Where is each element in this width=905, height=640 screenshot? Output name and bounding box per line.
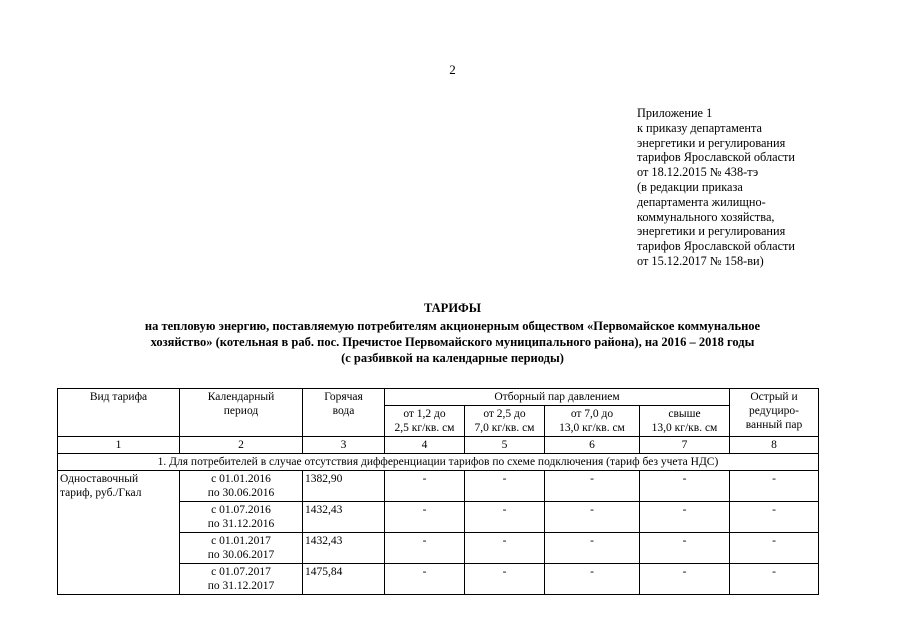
- tariff-kind-cell: Одноставочный тариф, руб./Гкал: [58, 471, 180, 595]
- sharp-steam-value: -: [730, 502, 819, 533]
- steam-4-value: -: [640, 471, 730, 502]
- steam-2-value: -: [465, 502, 545, 533]
- appendix-block: [637, 106, 795, 269]
- column-number: 3: [303, 437, 385, 454]
- header-period: Календарный период: [180, 389, 303, 437]
- sharp-steam-value: -: [730, 533, 819, 564]
- steam-1-value: -: [385, 533, 465, 564]
- appendix-line: (в редакции приказа: [637, 179, 743, 194]
- steam-3-value: -: [545, 502, 640, 533]
- hot-water-value: 1432,43: [303, 502, 385, 533]
- header-steam-2: от 2,5 до 7,0 кг/кв. см: [465, 406, 545, 437]
- header-row: [58, 389, 819, 406]
- appendix-line: от 18.12.2015 № 438-тэ: [637, 165, 759, 180]
- steam-2-value: -: [465, 564, 545, 595]
- steam-4-value: -: [640, 533, 730, 564]
- header-kind: Вид тарифа: [58, 389, 180, 437]
- steam-1-value: -: [385, 502, 465, 533]
- steam-3-value: -: [545, 471, 640, 502]
- period-cell: с 01.07.2017 по 31.12.2017: [180, 564, 303, 595]
- steam-1-value: -: [385, 564, 465, 595]
- column-number: 6: [545, 437, 640, 454]
- hot-water-value: 1382,90: [303, 471, 385, 502]
- header-hot-water: Горячая вода: [303, 389, 385, 437]
- header-sharp-steam: Острый и редуциро- ванный пар: [730, 389, 819, 437]
- document-title: ТАРИФЫ: [423, 301, 482, 315]
- table-row: [58, 471, 819, 502]
- subtitle-line: (с разбивкой на календарные периоды): [341, 351, 564, 365]
- appendix-line: энергетики и регулирования: [637, 224, 786, 239]
- tariff-table: [57, 388, 819, 595]
- subtitle-line: хозяйство» (котельная в раб. пос. Пречистое Первомайского муниципального района), на 2016 – 2018 годы: [150, 335, 755, 349]
- steam-4-value: -: [640, 564, 730, 595]
- hot-water-value: 1475,84: [303, 564, 385, 595]
- steam-2-value: -: [465, 533, 545, 564]
- appendix-line: к приказу департамента: [637, 120, 762, 135]
- header-steam-3: от 7,0 до 13,0 кг/кв. см: [545, 406, 640, 437]
- appendix-line: от 15.12.2017 № 158-ви): [637, 253, 764, 268]
- section-row: [58, 454, 819, 471]
- period-cell: с 01.01.2017 по 30.06.2017: [180, 533, 303, 564]
- appendix-line: тарифов Ярославской области: [637, 150, 796, 165]
- sharp-steam-value: -: [730, 471, 819, 502]
- steam-3-value: -: [545, 533, 640, 564]
- subtitle-line: на тепловую энергию, поставляемую потребителям акционерным обществом «Первомайское коммунальное: [144, 319, 761, 333]
- hot-water-value: 1432,43: [303, 533, 385, 564]
- column-number: 7: [640, 437, 730, 454]
- section-label: 1. Для потребителей в случае отсутствия дифференциации тарифов по схеме подключения (тариф без учета НДС): [58, 454, 819, 471]
- steam-1-value: -: [385, 471, 465, 502]
- header-steam-1: от 1,2 до 2,5 кг/кв. см: [385, 406, 465, 437]
- sharp-steam-value: -: [730, 564, 819, 595]
- document-subtitle: [60, 318, 845, 366]
- appendix-line: департамента жилищно-: [637, 194, 766, 209]
- header-steam-group: Отборный пар давлением: [385, 389, 730, 406]
- page-number: 2: [449, 62, 456, 77]
- period-cell: с 01.07.2016 по 31.12.2016: [180, 502, 303, 533]
- column-number: 2: [180, 437, 303, 454]
- appendix-line: коммунального хозяйства,: [637, 209, 775, 224]
- steam-4-value: -: [640, 502, 730, 533]
- period-cell: с 01.01.2016 по 30.06.2016: [180, 471, 303, 502]
- appendix-line: Приложение 1: [637, 106, 713, 120]
- steam-3-value: -: [545, 564, 640, 595]
- appendix-line: энергетики и регулирования: [637, 135, 786, 150]
- column-number: 4: [385, 437, 465, 454]
- column-number: 5: [465, 437, 545, 454]
- steam-2-value: -: [465, 471, 545, 502]
- column-number: 8: [730, 437, 819, 454]
- appendix-line: тарифов Ярославской области: [637, 239, 796, 254]
- column-number-row: [58, 437, 819, 454]
- header-steam-4: свыше 13,0 кг/кв. см: [640, 406, 730, 437]
- column-number: 1: [58, 437, 180, 454]
